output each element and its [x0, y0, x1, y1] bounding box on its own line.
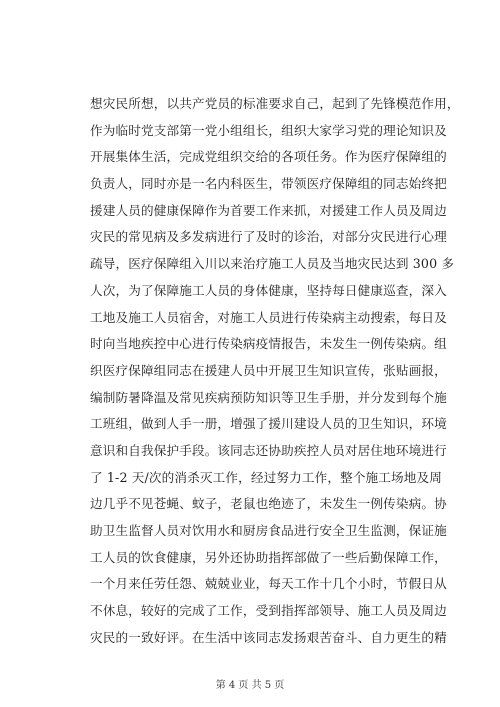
text-line: 负责人，同时亦是一名内科医生，带领医疗保障组的同志始终把: [90, 176, 447, 192]
text-line: 不休息，较好的完成了工作，受到指挥部领导、施工人员及周边: [90, 603, 447, 619]
text-line: 工班组，做到人手一册，增强了援川建设人员的卫生知识，环境: [90, 416, 447, 432]
page-number-footer: 第 4 页 共 5 页: [215, 680, 285, 691]
text-line: 人次，为了保障施工人员的身体健康，坚持每日健康巡查，深入: [90, 282, 447, 298]
text-line: 作为临时党支部第一党小组组长，组织大家学习党的理论知识及: [90, 122, 447, 138]
text-line: 边几乎不见苍蝇、蚊子，老鼠也绝迹了，未发生一例传染病。协: [90, 496, 447, 512]
body-text: [90, 91, 460, 651]
text-line: 了 1-2 天/次的消杀灭工作，经过努力工作，整个施工场地及周: [90, 469, 443, 485]
text-line: 工人员的饮食健康，另外还协助指挥部做了一些后勤保障工作，: [90, 549, 447, 565]
text-line: 开展集体生活，完成党组织交给的各项任务。作为医疗保障组的: [90, 149, 447, 165]
text-line: 意识和自我保护手段。该同志还协助疾控人员对居住地环境进行: [90, 442, 447, 458]
text-line: 疏导，医疗保障组入川以来治疗施工人员及当地灾民达到 300 多: [90, 256, 455, 272]
text-line: 时向当地疾控中心进行传染病疫情报告，未发生一例传染病。组: [90, 336, 447, 352]
text-line: 一个月来任劳任怨、兢兢业业，每天工作十几个小时，节假日从: [90, 576, 447, 592]
text-line: 援建人员的健康保障作为首要工作来抓，对援建工作人员及周边: [90, 202, 447, 218]
text-line: 助卫生监督人员对饮用水和厨房食品进行安全卫生监测，保证施: [90, 523, 447, 538]
text-line: 灾民的常见病及多发病进行了及时的诊治，对部分灾民进行心理: [90, 229, 447, 245]
text-line: 灾民的一致好评。在生活中该同志发扬艰苦奋斗、自力更生的精: [90, 629, 447, 645]
text-line: 工地及施工人员宿舍，对施工人员进行传染病主动搜索，每日及: [90, 309, 447, 325]
text-line: 想灾民所想，以共产党员的标准要求自己，起到了先锋模范作用，: [90, 96, 460, 111]
text-line: 织医疗保障组同志在援建人员中开展卫生知识宣传，张贴画报，: [90, 362, 447, 378]
text-line: 编制防暑降温及常见疾病预防知识等卫生手册，并分发到每个施: [90, 389, 447, 405]
